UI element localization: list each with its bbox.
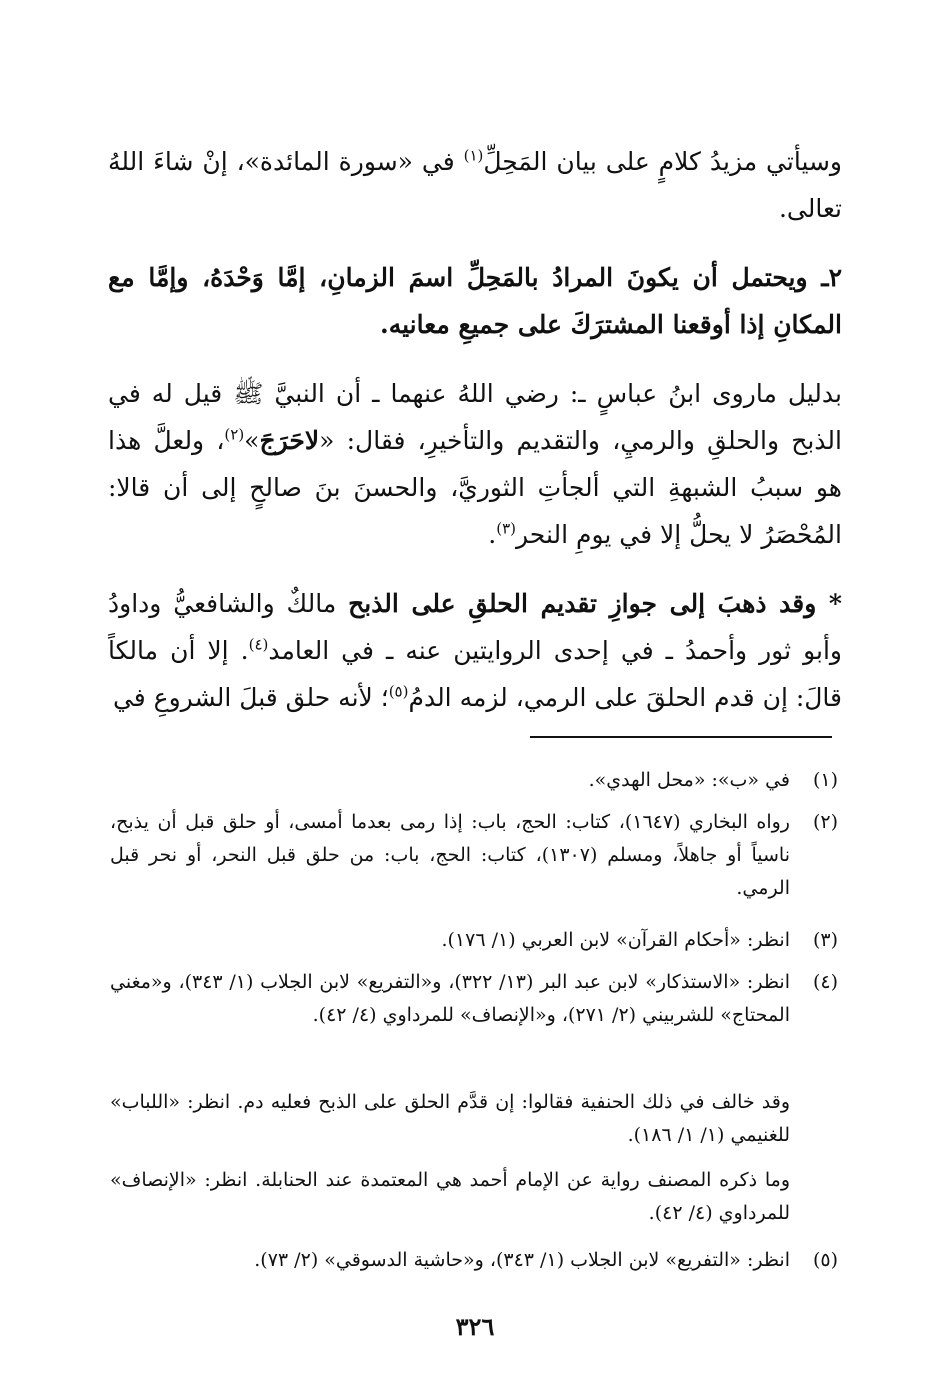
footnote-number: (٣)	[812, 929, 838, 951]
footnote-5	[110, 1244, 838, 1277]
paragraph-2-text: ٢ـ ويحتمل أن يكونَ المرادُ بالمَحِلِّ اسمَ الزمانِ، إمَّا وَحْدَهُ، وإمَّا مع المكانِ إذا أوقعنا المشترَكَ على جميعِ معانيه.	[108, 263, 842, 339]
paragraph-4-bold: * وقد ذهبَ إلى جوازِ تقديم الحلقِ على الذبح	[348, 589, 843, 618]
paragraph-4-a: مالكٌ والشافعيُّ وداودُ وأبو ثور وأحمدُ ـ في إحدى الروايتين عنه ـ في العامد	[108, 589, 842, 665]
paragraph-1-text: وسيأتي مزيدُ كلامٍ على بيان المَحِلِّ	[483, 147, 843, 176]
footnote-ref-3[interactable]: (٣)	[496, 519, 517, 538]
paragraph-2	[108, 254, 842, 348]
page-number: ٣٢٦	[455, 1312, 495, 1341]
footnote-text: في «ب»: «محل الهدي».	[588, 769, 790, 791]
paragraph-1-rest: في «سورة المائدة»، إنْ شاءَ اللهُ تعالى.	[108, 147, 842, 223]
footnote-ref-5[interactable]: (٥)	[388, 682, 409, 701]
footnote-number: (٢)	[812, 811, 838, 833]
footnote-4-continuation-1	[110, 1086, 790, 1152]
footnote-number: (٤)	[812, 971, 838, 993]
footnote-4-extra-1: وقد خالف في ذلك الحنفية فقالوا: إن قدَّم الحلق على الذبح فعليه دم. انظر: «اللباب» للغنيمي (١/ ١/ ١٨٦).	[110, 1091, 790, 1146]
footnote-2	[110, 806, 838, 905]
footnote-4-extra-2: وما ذكره المصنف رواية عن الإمام أحمد هي المعتمدة عند الحنابلة. انظر: «الإنصاف» للمرداوي (٤/ ٤٢).	[110, 1169, 790, 1224]
paragraph-3	[108, 370, 842, 558]
footnote-text: انظر: «التفريع» لابن الجلاب (١/ ٣٤٣)، و«حاشية الدسوقي» (٢/ ٧٣).	[254, 1249, 790, 1271]
footnote-ref-1[interactable]: (١)	[463, 146, 484, 165]
footnote-4-continuation-2	[110, 1164, 790, 1230]
footnote-text: انظر: «الاستذكار» لابن عبد البر (١٣/ ٣٢٢)، و«التفريع» لابن الجلاب (١/ ٣٤٣)، و«مغني المحتاج» للشربيني (٢/ ٢٧١)، و«الإنصاف» للمرداوي (٤/ ٤٢).	[110, 971, 790, 1026]
footnote-3	[110, 924, 838, 957]
footnote-separator	[530, 736, 832, 738]
paragraph-4-c: ؛ لأنه حلق قبلَ الشروعِ في	[112, 683, 389, 712]
footnote-text: رواه البخاري (١٦٤٧)، كتاب: الحج، باب: إذا رمى بعدما أمسى، أو حلق قبل أن يذبح، ناسياً أو جاهلاً، ومسلم (١٣٠٧)، كتاب: الحج، باب: من حلق قبل النحر، أو نحر قبل الرمي.	[110, 811, 790, 899]
footnote-1	[110, 764, 838, 797]
paragraph-1	[108, 138, 842, 232]
paragraph-4	[108, 580, 842, 721]
footnote-ref-4[interactable]: (٤)	[248, 635, 269, 654]
paragraph-4-b: . إلا أن مالكاً قالَ: إن قدم الحلقَ على الرمي، لزمه الدمُ	[108, 636, 842, 712]
paragraph-3-d: .	[488, 520, 497, 549]
footnote-number: (٥)	[812, 1249, 838, 1271]
footnote-4	[110, 966, 838, 1032]
footnote-ref-2[interactable]: (٢)	[224, 425, 245, 444]
hadith-quote: لاحَرَجَ	[259, 426, 320, 455]
paragraph-3-b: »	[244, 426, 260, 455]
footnote-text: انظر: «أحكام القرآن» لابن العربي (١/ ١٧٦).	[441, 929, 790, 951]
footnote-number: (١)	[812, 769, 838, 791]
paragraph-3-a: بدليل ماروى ابنُ عباسٍ ـ: رضي اللهُ عنهما ـ أن النبيَّ ﷺ قيل له في الذبح والحلقِ والرميِ، والتقديم والتأخيرِ، فقال: «	[108, 379, 842, 455]
paragraph-3-c: ، ولعلَّ هذا هو سببُ الشبهةِ التي ألجأتِ الثوريَّ، والحسنَ بنَ صالحٍ إلى أن قالا: المُحْصَرُ لا يحلُّ إلا في يومِ النحر	[108, 426, 842, 549]
